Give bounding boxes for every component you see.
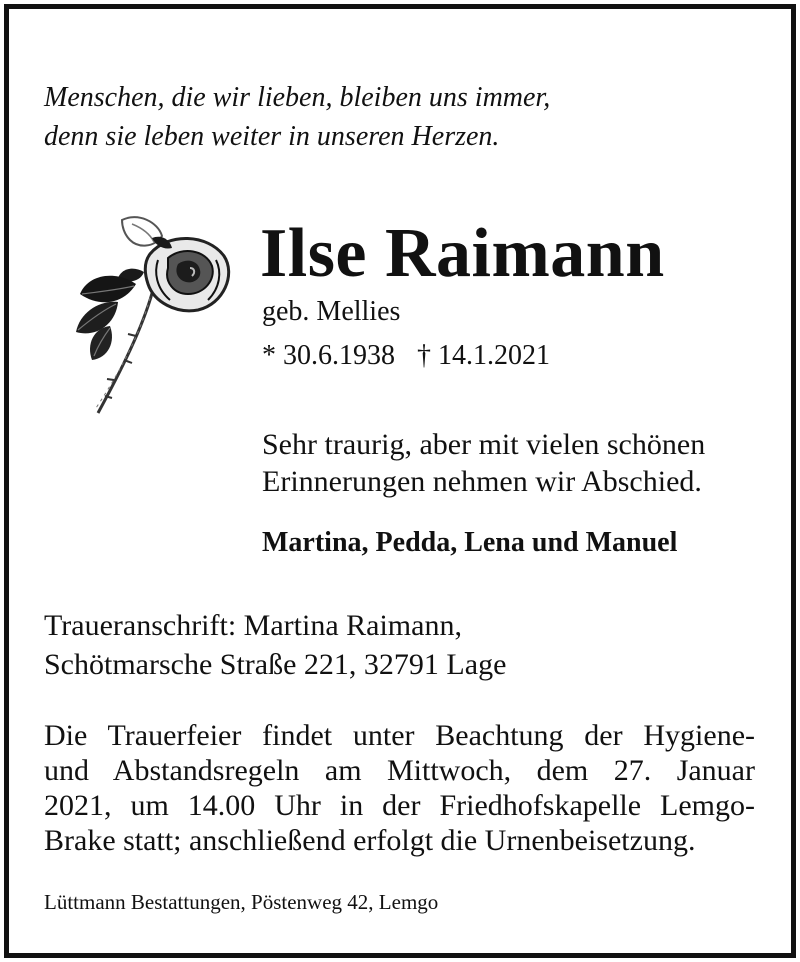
motto-line: denn sie leben weiter in unseren Herzen. [44, 121, 500, 152]
motto [44, 78, 684, 156]
mourning-address [44, 606, 506, 684]
birth-name: geb. Mellies [262, 296, 401, 327]
life-dates [262, 338, 550, 374]
deceased-name: Ilse Raimann [260, 215, 665, 292]
ceremony-line: Die Trauerfeier findet unter Beachtung der Hygiene- [44, 719, 755, 752]
ceremony-line: und Abstandsregeln am Mittwoch, dem 27. Januar [44, 754, 755, 787]
ceremony-notice [44, 718, 755, 858]
motto-line: Menschen, die wir lieben, bleiben uns immer, [44, 82, 551, 113]
ceremony-line: Brake statt; anschließend erfolgt die Urnenbeisetzung. [44, 824, 696, 857]
address-line: Schötmarsche Straße 221, 32791 Lage [44, 648, 507, 681]
farewell-line: Erinnerungen nehmen wir Abschied. [262, 465, 702, 498]
birth-date: * 30.6.1938 [262, 340, 395, 371]
ceremony-line: 2021, um 14.00 Uhr in der Friedhofskapelle Lemgo- [44, 789, 755, 822]
farewell-line: Sehr traurig, aber mit vielen schönen [262, 428, 706, 461]
death-date: † 14.1.2021 [417, 340, 550, 371]
rose-icon [58, 208, 238, 418]
address-line: Traueranschrift: Martina Raimann, [44, 609, 462, 642]
undertaker-info: Lüttmann Bestattungen, Pöstenweg 42, Lemgo [44, 890, 439, 914]
mourners-signature: Martina, Pedda, Lena und Manuel [262, 527, 678, 558]
farewell-text [262, 426, 705, 500]
